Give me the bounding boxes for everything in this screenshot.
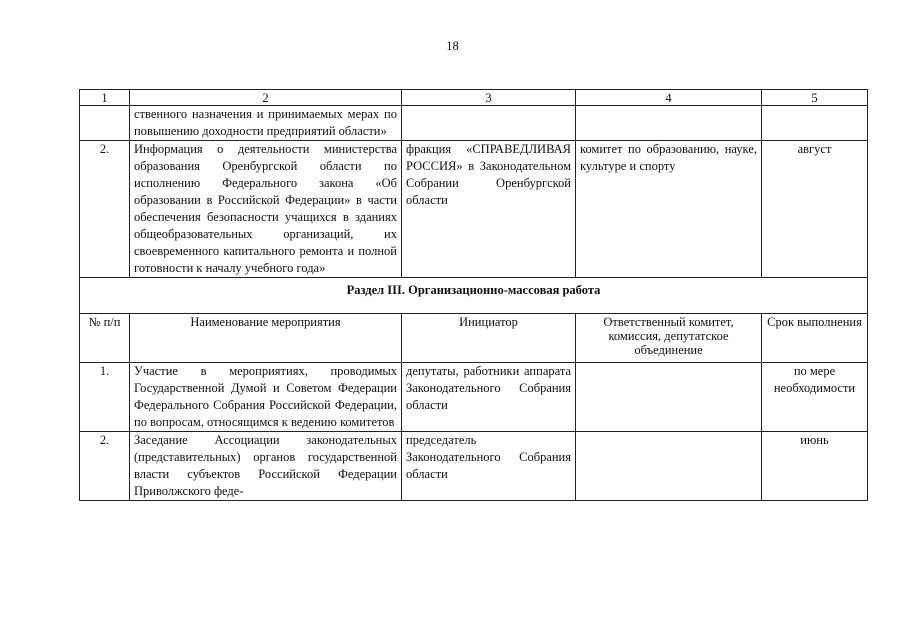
table-row: [80, 141, 868, 278]
header-term: Срок выполнения: [762, 314, 868, 363]
row-number: 2.: [80, 141, 130, 278]
plan-table: [79, 89, 868, 501]
term: июнь: [762, 432, 868, 501]
header-number: № п/п: [80, 314, 130, 363]
header-name: Наименование мероприятия: [130, 314, 402, 363]
row-number: 2.: [80, 432, 130, 501]
section-title: Раздел III. Организационно-массовая работа: [80, 278, 868, 314]
responsible-committee: комитет по образованию, науке, культуре и спорту: [576, 141, 762, 278]
column-number-5: 5: [762, 90, 868, 106]
table-row: [80, 106, 868, 141]
event-name: ственного назначения и принимаемых мерах по повышению доходности предприятий области»: [130, 106, 402, 141]
column-number-3: 3: [402, 90, 576, 106]
responsible-committee: [576, 432, 762, 501]
header-initiator: Инициатор: [402, 314, 576, 363]
header-committee: Ответственный комитет, комиссия, депутатское объединение: [576, 314, 762, 363]
event-name: Участие в мероприятиях, проводимых Государственной Думой и Советом Федерации Федерального Собрания Российской Федерации, по вопросам, относящимся к ведению комитетов: [130, 363, 402, 432]
column-number-4: 4: [576, 90, 762, 106]
initiator: депутаты, работники аппарата Законодательного Собрания области: [402, 363, 576, 432]
initiator: [402, 106, 576, 141]
initiator: председатель Законодательного Собрания области: [402, 432, 576, 501]
column-number-2: 2: [130, 90, 402, 106]
term: август: [762, 141, 868, 278]
event-name: Заседание Ассоциации законодательных (представительных) органов государственной власти субъектов Российской Федерации Приволжского феде-: [130, 432, 402, 501]
row-number: [80, 106, 130, 141]
table-row: [80, 432, 868, 501]
term: [762, 106, 868, 141]
table-row: [80, 363, 868, 432]
event-name: Информация о деятельности министерства образования Оренбургской области по исполнению Федерального закона «Об образовании в Российской Федерации» в части обеспечения безопасности учащихся в зданиях общеобразовательных организаций, их своевременного капитального ремонта и полной готовности к началу учебного года»: [130, 141, 402, 278]
column-number-row: [80, 90, 868, 106]
responsible-committee: [576, 363, 762, 432]
responsible-committee: [576, 106, 762, 141]
row-number: 1.: [80, 363, 130, 432]
section-heading-row: [80, 278, 868, 314]
column-number-1: 1: [80, 90, 130, 106]
initiator: фракция «СПРАВЕДЛИВАЯ РОССИЯ» в Законодательном Собрании Оренбургской области: [402, 141, 576, 278]
term: по мере необходимости: [762, 363, 868, 432]
column-header-row: [80, 314, 868, 363]
page-number: 18: [446, 39, 459, 53]
